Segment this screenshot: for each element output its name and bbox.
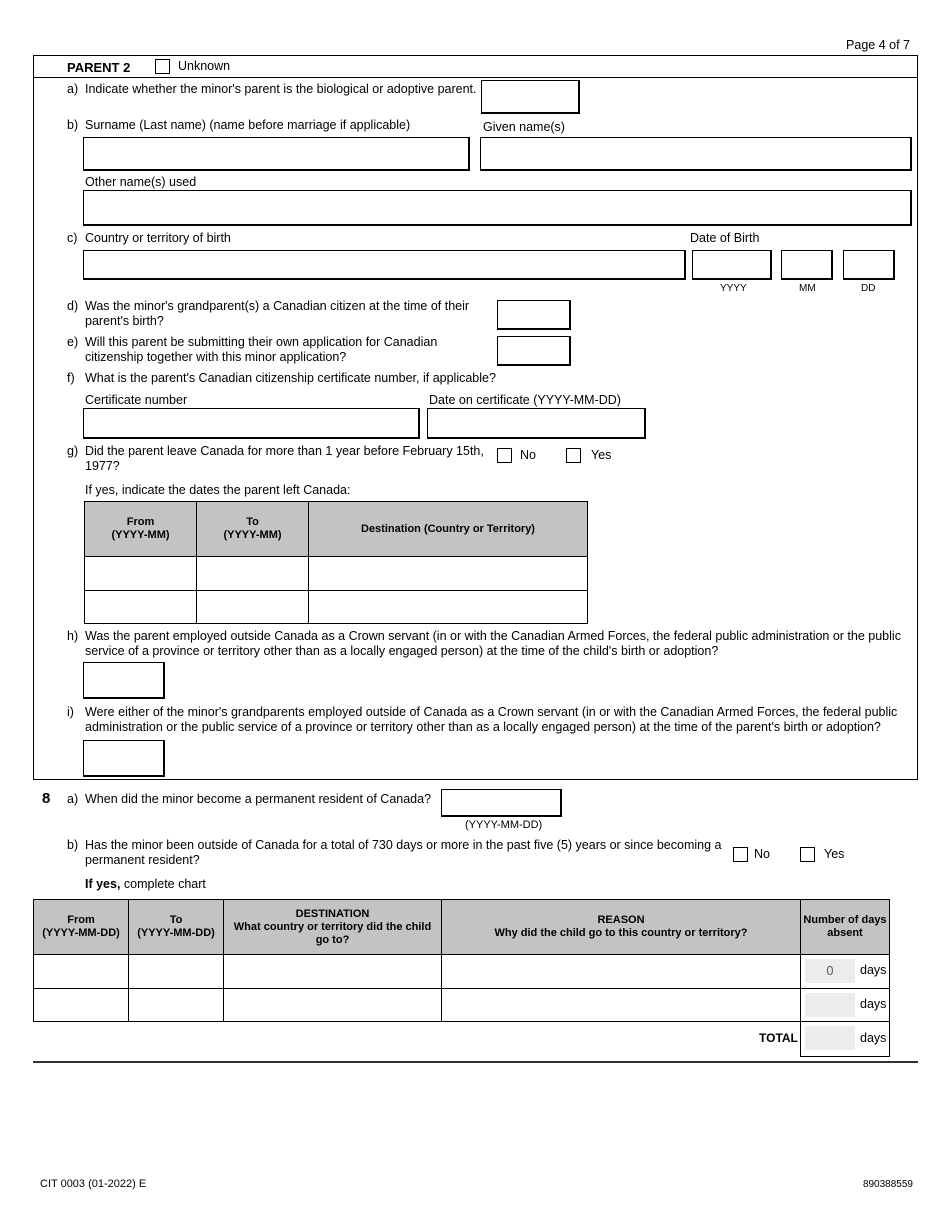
absence-destination-header-sub: What country or territory did the child go to?	[233, 920, 432, 946]
q-d-label: d)	[67, 299, 79, 313]
left-canada-from-header-title: From	[126, 516, 155, 528]
grandparent-crown-servant-field[interactable]	[83, 740, 165, 777]
chart-instruction-rest: complete chart	[120, 877, 206, 891]
total-days-unit: days	[860, 1031, 887, 1045]
q-g-text: Did the parent leave Canada for more than 1 year before February 15th, 1977?	[85, 444, 484, 473]
absence-row2-reason[interactable]	[441, 988, 801, 1022]
country-birth-label: Country or territory of birth	[85, 231, 231, 245]
absence-row1-days-unit: days	[860, 963, 887, 977]
absence-destination-header	[223, 899, 442, 955]
absence-row1-days-input[interactable]: 0	[805, 959, 855, 983]
left-canada-row1-destination[interactable]	[308, 556, 588, 591]
section8-number: 8	[42, 790, 51, 807]
absence-row2-from[interactable]	[33, 988, 129, 1022]
left-canada-row1-from[interactable]	[84, 556, 197, 591]
total-days-input[interactable]	[805, 1026, 855, 1050]
q-f-label: f)	[67, 371, 75, 385]
country-birth-input[interactable]	[83, 250, 686, 280]
absence-reason-header	[441, 899, 801, 955]
cert-number-input[interactable]	[83, 408, 420, 439]
absence-row1-from[interactable]	[33, 954, 129, 989]
dob-month-input[interactable]	[781, 250, 833, 280]
cert-date-label: Date on certificate (YYYY-MM-DD)	[429, 393, 621, 407]
surname-input[interactable]	[83, 137, 470, 171]
other-names-label: Other name(s) used	[85, 175, 197, 189]
left-canada-destination-header-title: Destination (Country or Territory)	[361, 522, 535, 535]
dob-year-hint: YYYY	[720, 283, 747, 294]
absence-to-header-title: To	[169, 914, 183, 926]
given-name-input[interactable]	[480, 137, 912, 171]
absence-from-header-format: (YYYY-MM-DD)	[42, 927, 120, 939]
q8b-label: b)	[67, 838, 79, 852]
section-end-rule	[33, 1061, 918, 1063]
q8b-text: Has the minor been outside of Canada for a total of 730 days or more in the past five (5) years or since becoming a permanent resident?	[85, 838, 722, 867]
left-canada-yes-label: Yes	[591, 448, 612, 462]
form-code: CIT 0003 (01-2022) E	[40, 1178, 147, 1190]
parent2-title: PARENT 2	[67, 60, 131, 75]
left-canada-to-header-format: (YYYY-MM)	[223, 529, 282, 541]
absence-reason-header-title: REASON	[597, 914, 645, 926]
q-h-label: h)	[67, 629, 79, 643]
page-number: Page 4 of 7	[846, 38, 910, 52]
pr-date-input[interactable]	[441, 789, 562, 817]
absence-days-header-title: Number of days absent	[803, 914, 887, 939]
total-label: TOTAL	[759, 1031, 798, 1045]
absence-reason-header-sub: Why did the child go to this country or territory?	[494, 927, 748, 939]
parent2-unknown-label: Unknown	[178, 59, 231, 73]
absence-from-header-title: From	[67, 914, 95, 926]
q-d-text: Was the minor's grandparent(s) a Canadian citizen at the time of their parent's birth?	[85, 299, 470, 328]
absence-to-header-format: (YYYY-MM-DD)	[137, 927, 215, 939]
q-f-text: What is the parent's Canadian citizenship certificate number, if applicable?	[85, 371, 496, 385]
q-i-text: Were either of the minor's grandparents employed outside of Canada as a Crown servant (in or with the Canadian Armed Forces, the federal public administration or the public service of a province or territory other than as a locally engaged person) at the time of the parent's birth or adoption?	[85, 705, 898, 734]
absence-row1-reason[interactable]	[441, 954, 801, 989]
q-i-label: i)	[67, 705, 74, 719]
left-canada-row2-from[interactable]	[84, 590, 197, 624]
left-canada-from-header-format: (YYYY-MM)	[111, 529, 170, 541]
absence-row1-to[interactable]	[128, 954, 224, 989]
other-names-input[interactable]	[83, 190, 912, 226]
left-canada-no-label: No	[520, 448, 536, 462]
q-g-label: g)	[67, 444, 79, 458]
parent2-unknown-checkbox[interactable]	[155, 59, 170, 74]
left-canada-row2-destination[interactable]	[308, 590, 588, 624]
parent-application-field[interactable]	[497, 336, 571, 366]
parent2-header-divider	[33, 77, 918, 78]
q-h-text: Was the parent employed outside Canada as a Crown servant (in or with the Canadian Armed Forces, the federal public administration or the public service of a province or territory other than as a locally engaged person) at the time of the child's birth or adoption?	[85, 629, 901, 658]
q-a-label: a)	[67, 82, 79, 96]
chart-instruction	[85, 877, 206, 892]
absence-row2-days-unit: days	[860, 997, 887, 1011]
outside-canada-no-checkbox[interactable]	[733, 847, 748, 862]
left-canada-no-checkbox[interactable]	[497, 448, 512, 463]
absence-row2-to[interactable]	[128, 988, 224, 1022]
left-canada-dates-note: If yes, indicate the dates the parent left Canada:	[85, 483, 351, 497]
absence-days-header	[800, 899, 890, 955]
left-canada-to-header-title: To	[246, 516, 259, 528]
outside-canada-no-label: No	[754, 847, 770, 861]
dob-year-input[interactable]	[692, 250, 772, 280]
cert-number-label: Certificate number	[85, 393, 188, 407]
left-canada-row1-to[interactable]	[196, 556, 309, 591]
dob-label: Date of Birth	[690, 231, 760, 245]
q-e-text: Will this parent be submitting their own application for Canadian citizenship together with this minor application?	[85, 335, 438, 364]
parent-crown-servant-field[interactable]	[83, 662, 165, 699]
q8a-label: a)	[67, 792, 79, 806]
absence-to-header	[128, 899, 224, 955]
dob-month-hint: MM	[799, 283, 816, 294]
pr-date-format: (YYYY-MM-DD)	[465, 819, 543, 831]
parent-type-field[interactable]	[481, 80, 580, 114]
q-a-text: Indicate whether the minor's parent is the biological or adoptive parent.	[85, 82, 477, 96]
outside-canada-yes-checkbox[interactable]	[800, 847, 815, 862]
absence-from-header	[33, 899, 129, 955]
absence-destination-header-title: DESTINATION	[295, 907, 370, 920]
barcode-number: 890388559	[862, 1179, 913, 1190]
left-canada-yes-checkbox[interactable]	[566, 448, 581, 463]
dob-day-input[interactable]	[843, 250, 895, 280]
q-c-label: c)	[67, 231, 78, 245]
q-e-label: e)	[67, 335, 79, 349]
absence-row1-destination[interactable]	[223, 954, 442, 989]
dob-day-hint: DD	[861, 283, 876, 294]
left-canada-row2-to[interactable]	[196, 590, 309, 624]
surname-label: Surname (Last name) (name before marriage if applicable)	[85, 118, 411, 132]
absence-row2-destination[interactable]	[223, 988, 442, 1022]
outside-canada-yes-label: Yes	[824, 847, 845, 861]
cert-date-input[interactable]	[427, 408, 646, 439]
q8a-text: When did the minor become a permanent resident of Canada?	[85, 792, 432, 806]
grandparent-citizen-field[interactable]	[497, 300, 571, 330]
left-canada-from-header	[84, 501, 197, 557]
left-canada-destination-header	[308, 501, 588, 557]
chart-instruction-bold: If yes,	[85, 877, 121, 891]
absence-row2-days-input[interactable]	[805, 993, 855, 1017]
given-name-label: Given name(s)	[483, 120, 565, 134]
q-b-label: b)	[67, 118, 79, 132]
left-canada-to-header	[196, 501, 309, 557]
